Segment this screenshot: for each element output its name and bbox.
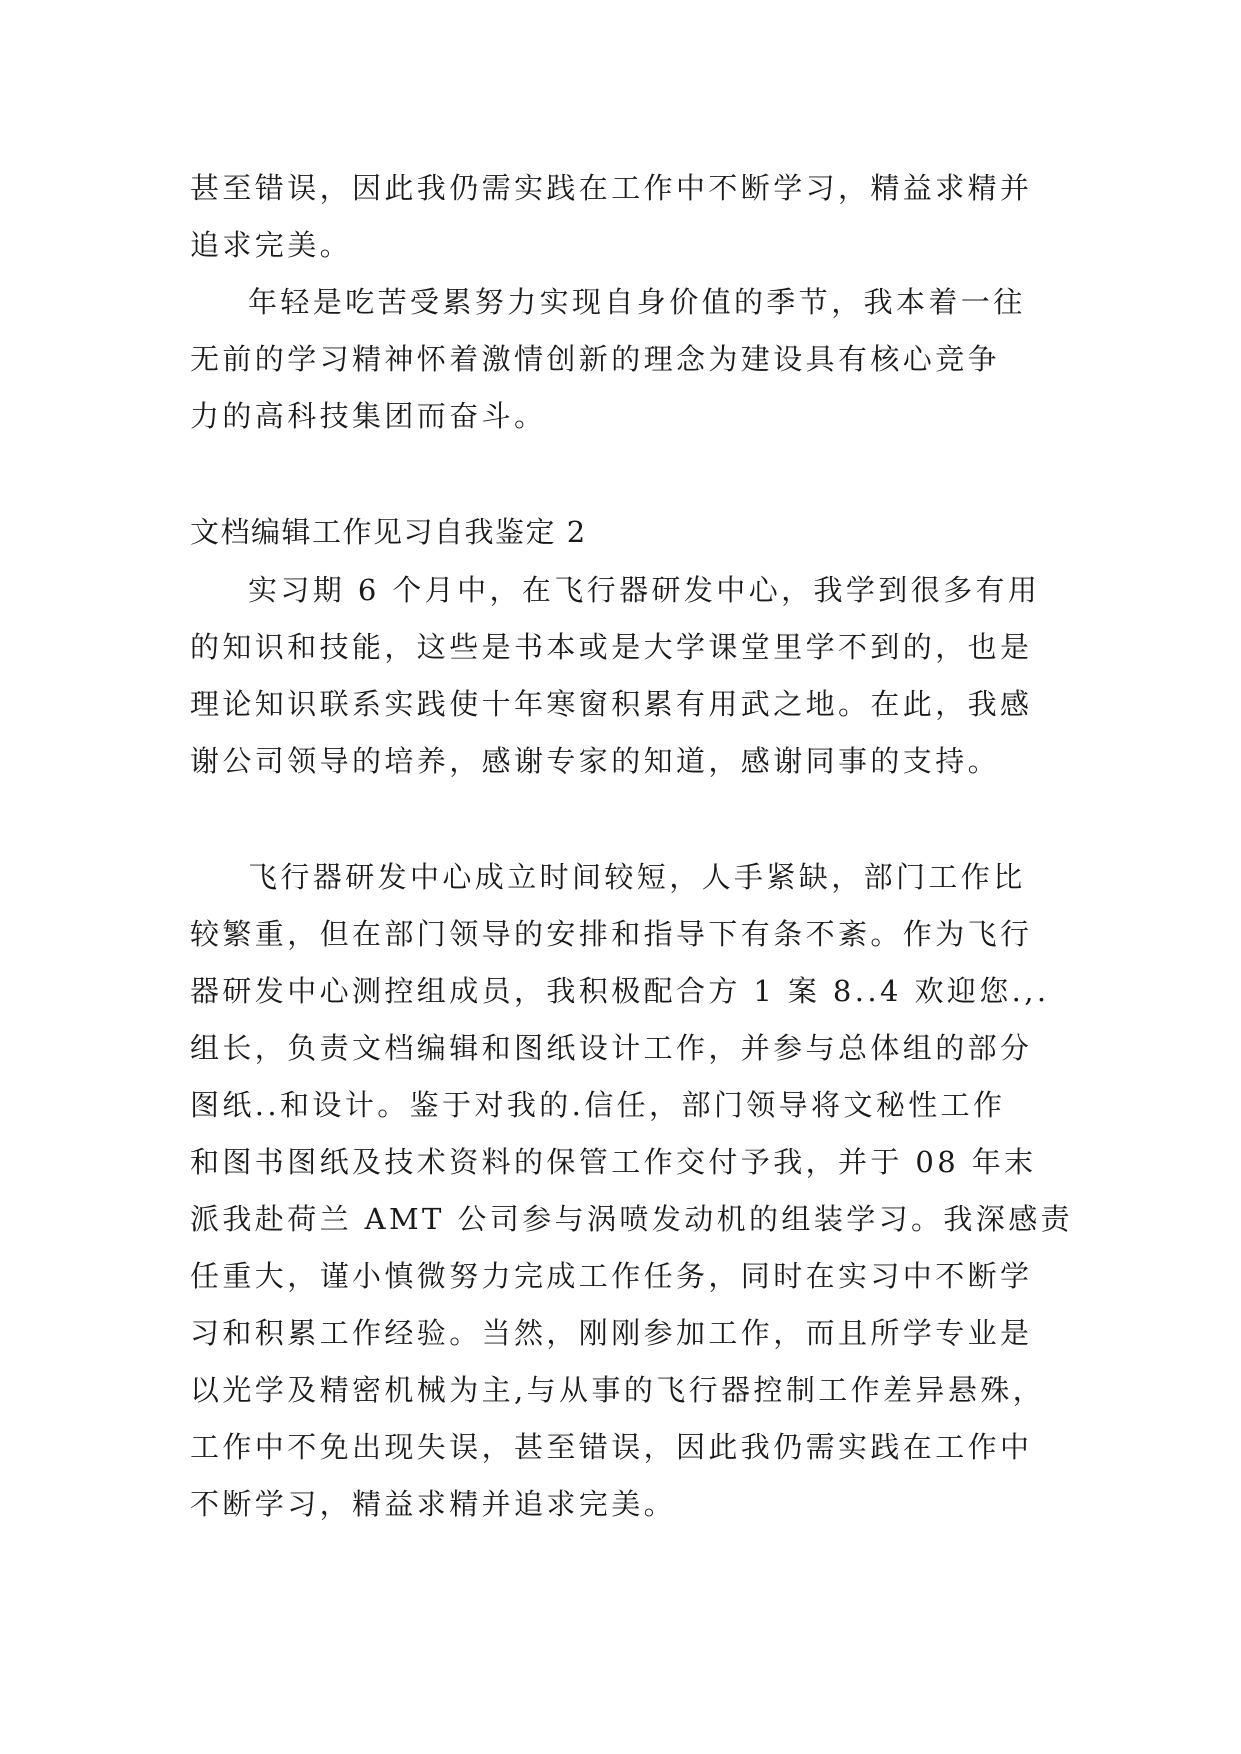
text-line: 以光学及精密机械为主,与从事的飞行器控制工作差异悬殊， <box>190 1373 1046 1407</box>
text-line: 追求完美。 <box>190 228 353 262</box>
text-line: 甚至错误，因此我仍需实践在工作中不断学习，精益求精并 <box>190 171 1033 205</box>
text-line: 工作中不免出现失误，甚至错误，因此我仍需实践在工作中 <box>190 1430 1033 1464</box>
text-line: 组长，负责文档编辑和图纸设计工作，并参与总体组的部分 <box>190 1031 1033 1065</box>
text-line: 和图书图纸及技术资料的保管工作交付予我，并于 08 年末 <box>190 1145 1037 1179</box>
section-heading: 文档编辑工作见习自我鉴定 2 <box>190 515 587 549</box>
text-line: 器研发中心测控组成员，我积极配合方 1 案 8..4 欢迎您.,. <box>190 974 1050 1008</box>
text-line: 习和积累工作经验。当然，刚刚参加工作，而且所学专业是 <box>190 1316 1033 1350</box>
text-line: 较繁重，但在部门领导的安排和指导下有条不紊。作为飞行 <box>190 917 1033 951</box>
text-line: 飞行器研发中心成立时间较短，人手紧缺，部门工作比 <box>248 860 1026 894</box>
text-line: 任重大，谨小慎微努力完成工作任务，同时在实习中不断学 <box>190 1259 1033 1293</box>
text-line: 派我赴荷兰 AMT 公司参与涡喷发动机的组装学习。我深感责 <box>190 1202 1074 1236</box>
text-line: 谢公司领导的培养，感谢专家的知道，感谢同事的支持。 <box>190 744 1001 778</box>
text-line: 理论知识联系实践使十年寒窗积累有用武之地。在此，我感 <box>190 687 1033 721</box>
text-line: 图纸..和设计。鉴于对我的.信任，部门领导将文秘性工作 <box>190 1088 1006 1122</box>
text-line: 年轻是吃苦受累努力实现自身价值的季节，我本着一往 <box>248 285 1026 319</box>
text-line: 实习期 6 个月中，在飞行器研发中心，我学到很多有用 <box>248 573 1041 607</box>
text-line: 不断学习，精益求精并追求完美。 <box>190 1487 677 1521</box>
text-line: 的知识和技能，这些是书本或是大学课堂里学不到的，也是 <box>190 630 1033 664</box>
text-line: 力的高科技集团而奋斗。 <box>190 399 547 433</box>
text-line: 无前的学习精神怀着激情创新的理念为建设具有核心竞争 <box>190 342 1001 376</box>
